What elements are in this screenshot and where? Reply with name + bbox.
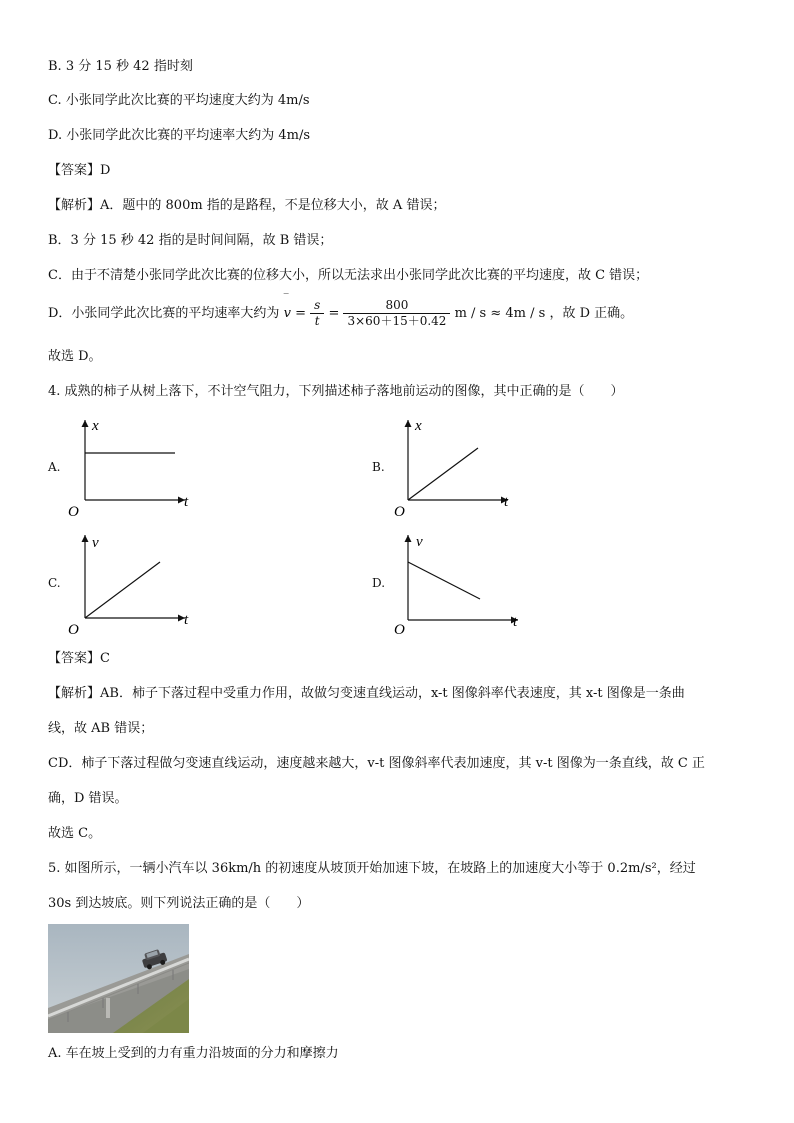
q4-analysis-ab-1: 【解析】AB．柿子下落过程中受重力作用，故做匀变速直线运动，x-t 图像斜率代表速度，其 x-t 图像是一条曲 bbox=[48, 686, 685, 701]
graph-c-origin: O bbox=[68, 622, 79, 638]
graph-b bbox=[386, 415, 526, 520]
formula-eq2: = bbox=[328, 306, 340, 321]
q4-stem: 4. 成熟的柿子从树上落下，不计空气阻力，下列描述柿子落地前运动的图像，其中正确的是（ ） bbox=[48, 384, 624, 399]
graph-d-label: D. bbox=[372, 576, 386, 590]
graph-b-x-label: t bbox=[504, 494, 509, 510]
formula-vbar: ‾ v bbox=[283, 293, 291, 321]
graph-d-origin: O bbox=[394, 622, 405, 638]
graph-b-y-label: x bbox=[415, 418, 422, 434]
q4-analysis-cd-2: 确，D 错误。 bbox=[48, 791, 128, 806]
q3-option-b: B. 3 分 15 秒 42 指时刻 bbox=[48, 59, 193, 74]
q5-stem-2: 30s 到达坡底。则下列说法正确的是（ ） bbox=[48, 896, 310, 911]
formula-s: s bbox=[310, 298, 324, 314]
q3-analysis-a: 【解析】A．题中的 800m 指的是路程，不是位移大小，故 A 错误； bbox=[48, 198, 446, 213]
q4-answer: 【答案】C bbox=[48, 651, 110, 666]
q5-stem-1: 5. 如图所示，一辆小汽车以 36km/h 的初速度从坡顶开始加速下坡，在坡路上的加速度大小等于 0.2m/s²，经过 bbox=[48, 861, 696, 876]
formula-eq1: = bbox=[295, 306, 306, 321]
graph-d bbox=[386, 530, 526, 640]
q4-analysis-ab-2: 线，故 AB 错误； bbox=[48, 721, 154, 736]
q5-option-a: A. 车在坡上受到的力有重力沿坡面的分力和摩擦力 bbox=[48, 1046, 339, 1061]
graph-a-origin: O bbox=[68, 504, 79, 520]
q3-analysis-b: B．3 分 15 秒 42 指的是时间间隔，故 B 错误； bbox=[48, 233, 333, 248]
q3-analysis-c: C．由于不清楚小张同学此次比赛的位移大小，所以无法求出小张同学此次比赛的平均速度，故 C 错误； bbox=[48, 268, 649, 283]
formula-numerator: 800 bbox=[343, 298, 450, 314]
formula-unit-approx: m / s ≈ 4m / s bbox=[454, 306, 546, 321]
graph-c-curve bbox=[85, 562, 160, 618]
q3-option-c: C. 小张同学此次比赛的平均速度大约为 4m/s bbox=[48, 93, 310, 108]
graph-a bbox=[62, 415, 202, 520]
graph-c-x-label: t bbox=[184, 612, 189, 628]
graph-b-origin: O bbox=[394, 504, 405, 520]
q4-conclusion: 故选 C。 bbox=[48, 826, 102, 841]
graph-d-x-label: t bbox=[513, 614, 518, 630]
graph-a-y-label: x bbox=[92, 418, 99, 434]
q3-conclusion: 故选 D。 bbox=[48, 349, 102, 364]
graph-c-y-label: v bbox=[92, 535, 99, 551]
q3-analysis-d-suffix: ，故 D 正确。 bbox=[549, 306, 634, 321]
formula-s-over-t bbox=[310, 298, 324, 329]
car-on-slope-photo bbox=[48, 924, 189, 1033]
graph-a-label: A. bbox=[48, 460, 61, 474]
q3-answer: 【答案】D bbox=[48, 163, 111, 178]
graph-d-y-label: v bbox=[416, 534, 423, 550]
formula-denominator: 3×60＋15＋0.42 bbox=[347, 314, 447, 328]
graph-b-curve bbox=[408, 448, 478, 500]
q4-analysis-cd-1: CD．柿子下落过程做匀变速直线运动，速度越来越大，v-t 图像斜率代表加速度，其 v-t 图像为一条直线，故 C 正 bbox=[48, 756, 705, 771]
q3-analysis-d-prefix: D．小张同学此次比赛的平均速率大约为 bbox=[48, 306, 280, 321]
graph-b-label: B. bbox=[372, 460, 385, 474]
graph-d-curve bbox=[408, 562, 480, 599]
graph-c bbox=[62, 530, 202, 640]
formula-fraction bbox=[343, 298, 450, 329]
graph-a-x-label: t bbox=[184, 494, 189, 510]
q3-option-d: D. 小张同学此次比赛的平均速率大约为 4m/s bbox=[48, 128, 311, 143]
graph-c-label: C. bbox=[48, 576, 61, 590]
q3-analysis-d bbox=[48, 293, 634, 331]
formula-t: t bbox=[314, 314, 320, 328]
